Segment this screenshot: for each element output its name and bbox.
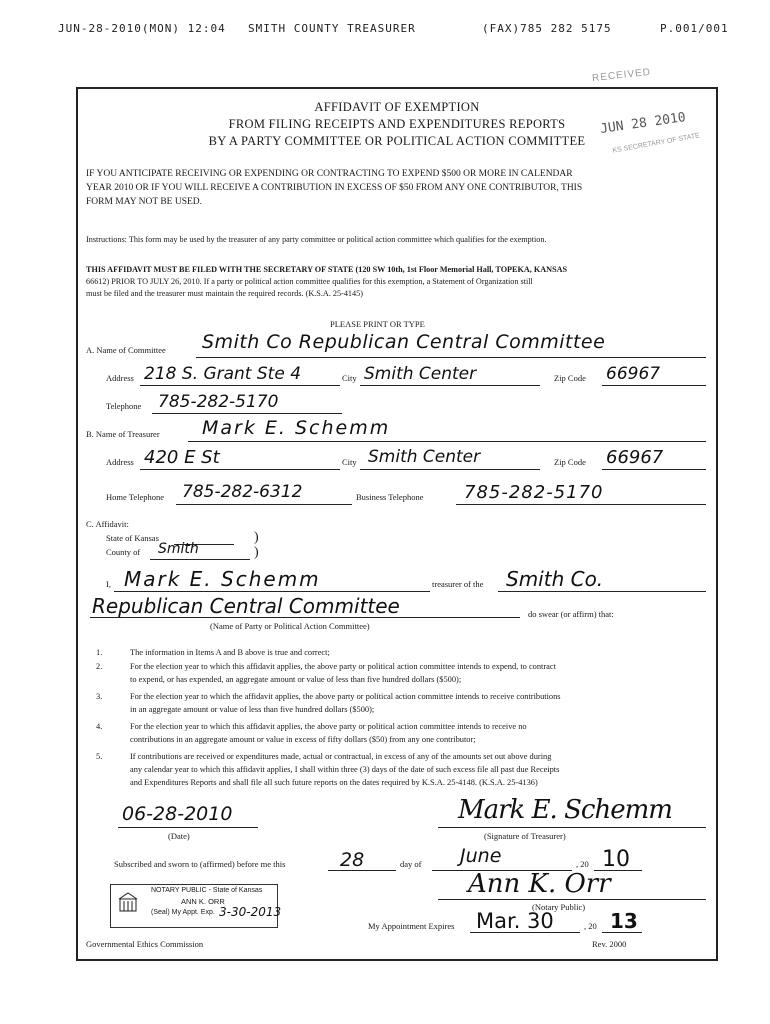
treasurer-signature[interactable]: Mark E. Schemm: [458, 795, 672, 825]
county-label: County of: [106, 547, 141, 557]
affidavit-label: C. Affidavit:: [86, 519, 129, 529]
print-note: PLEASE PRINT OR TYPE: [330, 319, 425, 329]
committee-name-label: A. Name of Committee: [86, 345, 166, 355]
filing-line-3: must be filed and the treasurer must maintain the required records. (K.S.A. 25-4145): [86, 289, 363, 298]
item-3-line-1: For the election year to which the affidavit applies, the above party or political action committee intends to receive contributions: [130, 692, 561, 701]
swear-text: do swear (or affirm) that:: [528, 609, 614, 619]
home-phone-label: Home Telephone: [106, 492, 165, 502]
treasurer-address-label: Address: [106, 457, 134, 467]
seal-line-1: NOTARY PUBLIC - State of Kansas: [151, 887, 263, 894]
notary-signature[interactable]: Ann K. Orr: [468, 869, 611, 899]
warning-line-3: FORM MAY NOT BE USED.: [86, 197, 203, 207]
item-number: 4.: [96, 722, 103, 731]
business-phone-label: Business Telephone: [356, 492, 424, 502]
item-1-line-1: The information in Items A and B above is true and correct;: [130, 648, 330, 657]
affiant-name-field[interactable]: Mark E. Schemm: [124, 567, 321, 591]
treasurer-city-field[interactable]: Smith Center: [368, 447, 481, 467]
form-title: AFFIDAVIT OF EXEMPTION: [314, 100, 480, 114]
received-stamp: RECEIVED: [591, 66, 652, 85]
treasurer-of-label: treasurer of the: [432, 579, 484, 589]
business-phone-field[interactable]: 785-282-5170: [464, 482, 604, 503]
expires-year-prefix: , 20: [584, 921, 597, 931]
treasurer-name-label: B. Name of Treasurer: [86, 429, 160, 439]
committee-caption: (Name of Party or Political Action Committee): [210, 621, 370, 631]
item-5-line-1: If contributions are received or expenditures made, actual or contractual, in excess of any of the amounts set out above during: [130, 752, 552, 761]
form-subtitle-2: BY A PARTY COMMITTEE OR POLITICAL ACTION COMMITTEE: [208, 134, 586, 148]
item-5-line-2: any calendar year to which this affidavit applies, I shall within three (3) days of the date of such excess file all past due Receipts: [130, 765, 560, 774]
filing-line-2: 66612) PRIOR TO JULY 26, 2010. If a party or political action committee qualifies for this exemption, a Statement of Organization still: [86, 277, 533, 286]
footer-revision: Rev. 2000: [592, 939, 627, 949]
item-3-line-2: in an aggregate amount or value of less than five hundred dollars ($500);: [130, 705, 375, 714]
item-2-line-2: to expend, or has expended, an aggregate amount or value of less than five hundred dollars ($500);: [130, 675, 462, 684]
notary-month-field[interactable]: June: [460, 845, 502, 867]
treasurer-address-field[interactable]: 420 E St: [144, 447, 220, 468]
date-caption: (Date): [168, 831, 190, 841]
appointment-expires-field[interactable]: Mar. 30: [476, 909, 554, 933]
notary-day-field[interactable]: 28: [340, 849, 365, 871]
subscribed-label: Subscribed and sworn to (affirmed) before me this: [114, 859, 286, 869]
seal-expiry: 3-30-2013: [219, 905, 282, 919]
filing-line-1: THIS AFFIDAVIT MUST BE FILED WITH THE SECRETARY OF STATE (120 SW 10th, 1st Floor Memorial Hall, TOPEKA, KANSAS: [86, 265, 568, 274]
item-number: 1.: [96, 648, 103, 657]
state-label: State of Kansas: [106, 533, 159, 543]
treasurer-name-field[interactable]: Mark E. Schemm: [202, 417, 391, 439]
committee-telephone-field[interactable]: 785-282-5170: [158, 392, 279, 412]
treasurer-zip-label: Zip Code: [554, 457, 586, 467]
fax-page: P.001/001: [660, 22, 729, 35]
committee-city-field[interactable]: Smith Center: [364, 364, 477, 384]
treasurer-of-field[interactable]: Smith Co.: [506, 567, 604, 591]
seal-line-2: ANN K. ORR: [181, 897, 225, 906]
received-date-stamp: JUN 28 2010: [599, 110, 687, 137]
zip-label: Zip Code: [554, 373, 586, 383]
date-field[interactable]: 06-28-2010: [122, 803, 233, 825]
fax-number: (FAX)785 282 5175: [482, 22, 612, 35]
fax-office: SMITH COUNTY TREASURER: [248, 22, 416, 35]
item-2-line-1: For the election year to which this affidavit applies, the above party or political action committee intends to expend, to contract: [130, 662, 556, 671]
footer-agency: Governmental Ethics Commission: [86, 939, 204, 949]
form-subtitle: FROM FILING RECEIPTS AND EXPENDITURES REPORTS: [228, 117, 566, 131]
appointment-expires-label: My Appointment Expires: [368, 921, 455, 931]
treasurer-zip-field[interactable]: 66967: [606, 447, 664, 468]
item-4-line-2: contributions in an aggregate amount or value in excess of fifty dollars ($50) from any one contributor;: [130, 735, 476, 744]
committee-address-field[interactable]: 218 S. Grant Ste 4: [144, 364, 302, 384]
instructions: Instructions: This form may be used by the treasurer of any party committee or political action committee which qualifies for the exemption.: [86, 235, 547, 244]
item-number: 3.: [96, 692, 103, 701]
fax-datetime: JUN-28-2010(MON) 12:04: [58, 22, 226, 35]
notary-caption: (Notary Public): [532, 902, 586, 912]
day-of-label: day of: [400, 859, 422, 869]
committee-zip-field[interactable]: 66967: [606, 364, 661, 384]
affiant-i-label: I,: [106, 579, 111, 589]
brace-top: ): [254, 530, 259, 545]
treasurer-city-label: City: [342, 457, 357, 467]
warning-line-2: YEAR 2010 OR IF YOU WILL RECEIVE A CONTRIBUTION IN EXCESS OF $50 FROM ANY ONE CONTRIBUTOR, THIS: [86, 183, 583, 193]
notary-year-field[interactable]: 10: [602, 847, 630, 872]
address-label: Address: [106, 373, 134, 383]
seal-emblem-icon: [117, 891, 139, 915]
received-office-stamp: KS SECRETARY OF STATE: [612, 132, 701, 155]
appointment-expires-year[interactable]: 13: [610, 909, 638, 933]
signature-caption: (Signature of Treasurer): [484, 831, 566, 841]
affidavit-form: [76, 87, 718, 961]
home-phone-field[interactable]: 785-282-6312: [182, 482, 303, 502]
warning-line-1: IF YOU ANTICIPATE RECEIVING OR EXPENDING OR CONTRACTING TO EXPEND $500 OR MORE IN CALENDAR: [86, 169, 573, 179]
year-prefix: , 20: [576, 859, 589, 869]
item-4-line-1: For the election year to which this affidavit applies, the above party or political action committee intends to receive no: [130, 722, 527, 731]
committee-name-field[interactable]: Smith Co Republican Central Committee: [202, 331, 606, 353]
brace-bottom: ): [254, 545, 259, 560]
notary-seal: [110, 884, 282, 928]
item-number: 2.: [96, 662, 103, 671]
item-5-line-3: and Expenditures Reports and shall file all such future reports on the dates required by K.S.A. 25-4148. (K.S.A. 25-4136): [130, 778, 538, 787]
county-field[interactable]: Smith: [158, 541, 199, 557]
seal-line-3: (Seal) My Appt. Exp.: [151, 909, 215, 916]
city-label: City: [342, 373, 357, 383]
committee-affiant-field[interactable]: Republican Central Committee: [92, 594, 400, 618]
item-number: 5.: [96, 752, 103, 761]
telephone-label: Telephone: [106, 401, 142, 411]
